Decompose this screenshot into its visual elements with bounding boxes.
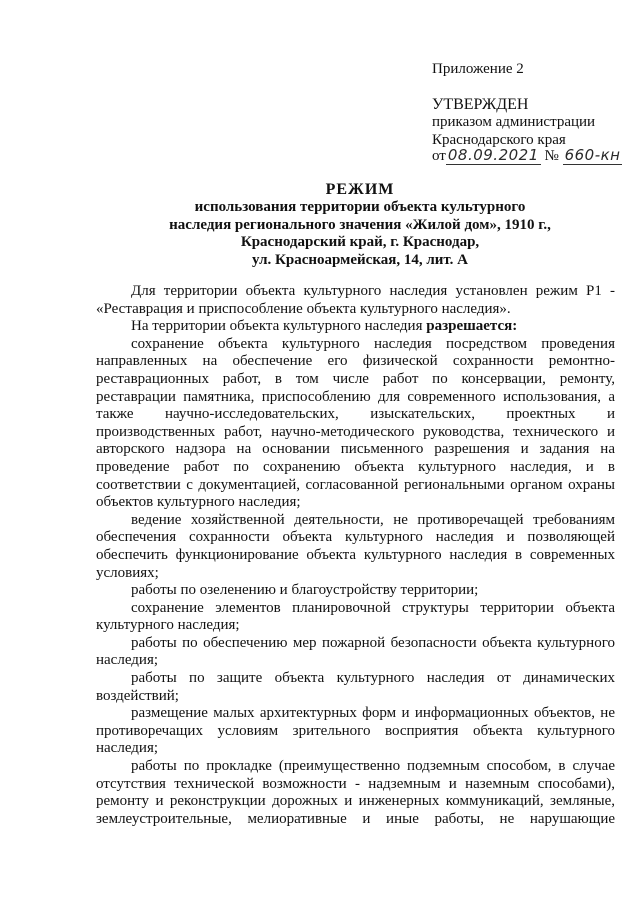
allowed-heading (96, 318, 615, 336)
list-item: сохранение элементов планировочной структуры территории объекта культурного наследия; (96, 599, 615, 634)
list-item: размещение малых архитектурных форм и информационных объектов, не противоречащих условиям зрительного восприятия объекта культурного наследия; (96, 705, 615, 757)
intro-paragraph: Для территории объекта культурного наследия установлен режим Р1 - «Реставрация и приспособление объекта культурного наследия». (96, 283, 615, 317)
handwritten-number: 660-кн (564, 146, 621, 164)
title-line: наследия регионального значения «Жилой дом», 1910 г., (169, 216, 551, 233)
list-item: сохранение объекта культурного наследия посредством проведения направленных на обеспечение его физической сохранности ремонтно-реставрационных работ, в том числе работ по консервации, ремонту, реставрации памятника, приспособлению для современного использования, а также научно-исследовательских, изыскательских, проектных и производственных работ, научно-методического руководства, технического и авторского надзора на основании письменного разрешения и задания на проведение работ по сохранению объекта культурного наследия, и в соответствии с документацией, согласованной региональными органом охраны объектов культурного наследия; (96, 335, 615, 511)
order-line-2: Краснодарского края (432, 132, 566, 148)
date-prefix: от (432, 148, 446, 164)
list-item: работы по обеспечению мер пожарной безопасности объекта культурного наследия; (96, 634, 615, 669)
list-item: ведение хозяйственной деятельности, не противоречащей требованиям обеспечения сохранности объекта культурного наследия и позволяющей обеспечить функционирование объекта культурного наследия в современных условиях; (96, 511, 615, 581)
list-item: работы по прокладке (преимущественно подземным способом, в случае отсутствия технической возможности - надземным и наземным способами), ремонту и реконструкции дорожных и инженерных коммуникаций, земляные, землеустроительные, мелиоративные и иные работы, не нарушающие (96, 758, 615, 827)
title-line: использования территории объекта культурного (194, 199, 526, 215)
allowed-bold: разрешается: (426, 318, 518, 335)
order-line-1: приказом администрации (432, 114, 596, 130)
list-item: работы по озеленению и благоустройству территории; (131, 582, 479, 599)
approved-heading: УТВЕРЖДЕН (432, 96, 529, 113)
title-line: Краснодарский край, г. Краснодар, (240, 234, 480, 250)
list-item: работы по защите объекта культурного наследия от динамических воздействий; (96, 670, 615, 704)
number-prefix: № (544, 148, 559, 164)
document-body (96, 283, 615, 828)
title-main: РЕЖИМ (325, 181, 395, 198)
title-line: ул. Красноармейская, 14, лит. А (251, 251, 468, 268)
allowed-prefix: На территории объекта культурного наследия (131, 318, 423, 335)
order-date-number (432, 147, 622, 166)
appendix-label: Приложение 2 (432, 61, 524, 77)
document-title (90, 181, 630, 269)
handwritten-date: 08.09.2021 (447, 146, 539, 164)
